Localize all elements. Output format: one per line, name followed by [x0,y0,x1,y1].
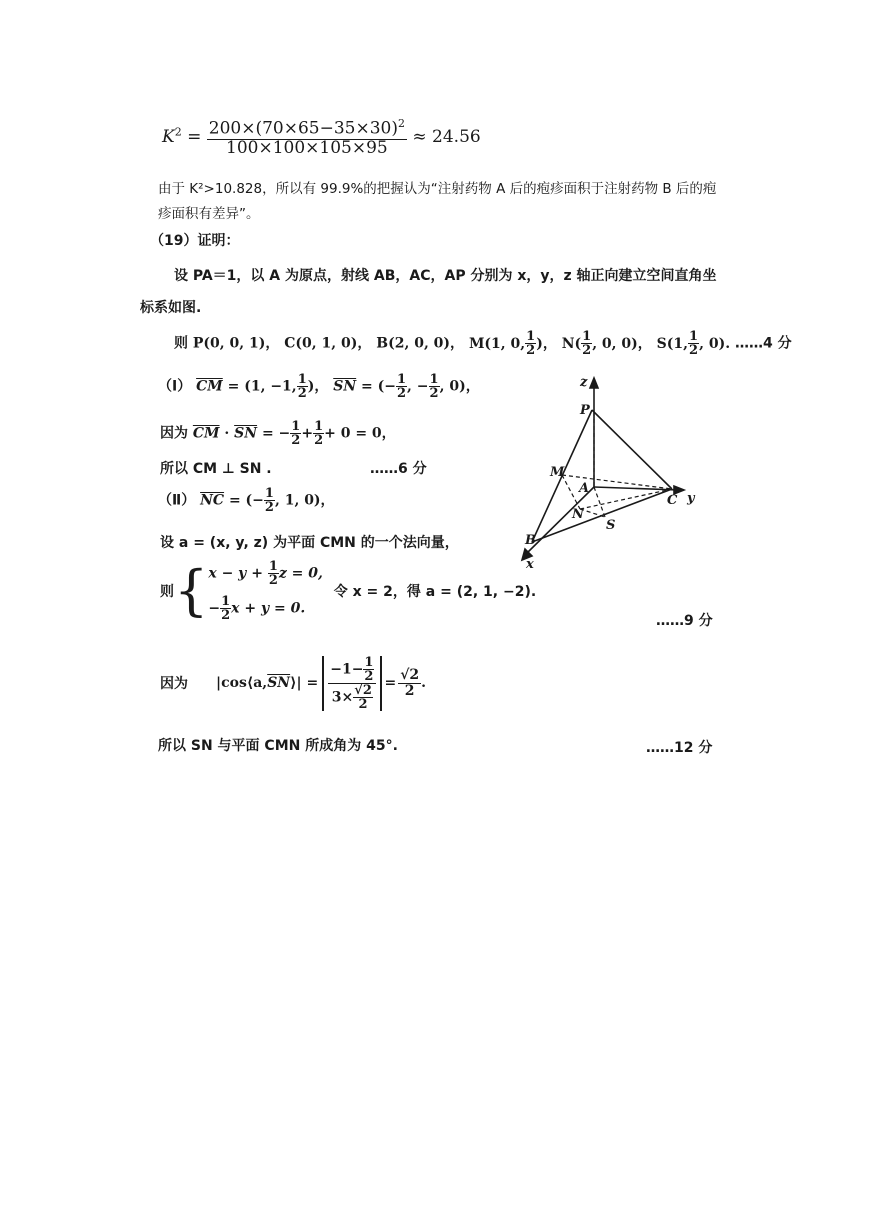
equations [208,560,323,622]
left-brace: { [174,559,209,622]
vec-SN-val-pre: = (− [361,378,396,395]
label-y: y [687,491,695,506]
half-num: 1 [582,329,592,344]
half-num: 1 [314,419,324,434]
half-den: 2 [526,343,536,358]
part2-label: （Ⅱ） [158,492,196,509]
half-den: 2 [291,433,301,448]
half-num: 1 [221,594,231,609]
half-num: 1 [429,372,439,387]
part1-label: （Ⅰ） [158,378,192,395]
coord-M-post: )， [536,335,557,352]
score-9: ……9 分 [656,613,713,629]
half-den: 2 [221,608,231,623]
label-M: M [550,465,565,480]
half-num: 1 [689,329,699,344]
half-num: 1 [268,559,278,574]
sys-prefix: 则 [160,584,174,600]
k2-lhs: K [162,127,175,148]
coord-M [468,329,557,358]
because-label: 因为 [160,676,188,692]
cos-frac-den [328,684,376,711]
dot-expr-mid: + [301,425,314,442]
coord-P: P(0, 0, 1)， [192,335,280,352]
vec-SN-frac-1 [396,373,407,400]
half-den: 2 [364,668,374,684]
q19-setup-line-1: 设 PA＝1，以 A 为原点，射线 AB，AC，AP 分别为 x，y，z 轴正向建立空间直角坐 [174,268,717,284]
vec-NC-frac [264,487,275,514]
sqrt2: √2 [354,682,372,698]
half-num: 1 [397,372,407,387]
half-den: 2 [268,573,278,588]
final-line: 所以 SN 与平面 CMN 所成角为 45°. [158,738,398,754]
cos-line: 因为 |cos⟨a, $\overline{SN}$ ⟩| = −1− $\frac{1}{2}$ 3× $\frac{√2}{2}$ = $\frac{√2}{2}$ . [160,654,427,712]
half-num: 1 [364,654,374,670]
k2-denominator: 100×100×105×95 [226,137,388,158]
k2-lhs-sup: 2 [174,125,182,139]
vec-SN-val-post: , 0)， [439,378,480,395]
score-12: ……12 分 [646,740,713,756]
cos-expr: |cos⟨a, [216,675,268,691]
half-den: 2 [358,696,368,712]
result-den: 2 [404,682,415,699]
inner-den-pre: 3× [331,689,354,705]
vec-CM-val-pre: = (1, −1, [227,378,297,395]
eq2-frac [220,595,231,622]
half-den: 2 [689,343,699,358]
half-den: 2 [397,386,407,401]
cos-vec-SN: $\overline{SN}$ [267,675,291,691]
eq1-post: z = 0, [278,565,323,582]
y-axis [594,487,678,490]
inner-num: −1− [330,661,364,677]
k2-fraction [207,118,407,157]
coord-S-frac [688,330,699,357]
half-num: 1 [291,419,301,434]
coord-N-post: , 0, 0)， [592,335,652,352]
dot-SN: $\overline{SN}$ [234,425,258,442]
edge-AS [594,487,605,517]
label-A: A [579,481,590,496]
q19-header: （19）证明： [150,233,240,249]
score-6: ……6 分 [370,461,427,477]
result-frac [398,668,421,698]
k2-numerator: 200×(70×65−35×30) [208,118,398,139]
vec-NC: $\overline{NC}$ [200,492,225,509]
label-P: P [580,403,590,418]
coord-M-frac [525,330,536,357]
equation-2 [208,595,323,622]
conclusion-line-1: 由于 K²>10.828，所以有 99.9%的把握认为“注射药物 A 后的疱疹面积于注射药物 B 后的疱 [158,181,717,197]
label-S: S [606,518,616,533]
half-num: 1 [526,329,536,344]
coordinate-figure [510,372,710,572]
dot-product-line: 因为 $\overline{CM} \cdot \overline{SN}$ = − $\frac{1}{2}$ + $\frac{1}{2}$ + 0 = 0， [160,419,396,448]
eq2-post: x + y = 0. [231,600,306,617]
abs-value [322,656,382,711]
eq1-pre: x − y + [208,565,263,582]
coord-N [561,329,652,358]
inner-sqrt-frac [353,684,373,711]
coord-C: C(0, 1, 0)， [284,335,372,352]
equation-system [160,560,536,622]
dot-frac-2 [313,420,324,447]
cos-fraction [328,656,376,711]
result-tail: . [421,675,427,691]
k2-numerator-sup: 2 [397,117,405,130]
coord-B: B(2, 0, 0)， [376,335,465,352]
k2-equals: = [187,127,202,148]
coords-line [174,330,792,357]
cos-frac-num [328,656,376,684]
dot-expr-post: + 0 = 0， [324,425,396,442]
coord-N-frac [581,330,592,357]
half-den: 2 [582,343,592,358]
half-den: 2 [297,386,307,401]
vec-CM-frac [297,373,308,400]
k2-formula [162,118,481,157]
vec-NC-val-pre: = (− [228,492,264,509]
cos-close: ⟩| = [290,675,319,691]
perp-line: 所以 CM ⊥ SN . [160,461,272,477]
q19-setup-line-2: 标系如图. [140,300,202,316]
dot-CM: $\overline{CM}$ [192,425,220,442]
normal-vector-line: 设 a = (x, y, z) 为平面 CMN 的一个法向量， [160,535,459,551]
vec-CM: $\overline{CM}$ [196,378,223,395]
conclusion-line-2: 疹面积有差异”。 [158,206,260,222]
label-z: z [580,375,588,390]
dot-expr-pre: = − [261,425,291,442]
part1-vectors [158,373,480,400]
label-B: B [525,533,536,548]
vec-NC-val-post: , 1, 0)， [274,492,335,509]
half-num: 1 [297,372,307,387]
equation-1 [208,560,323,587]
edge-PC [592,410,672,489]
vec-SN-frac-2 [429,373,440,400]
dot-frac-1 [290,420,301,447]
result-num: √2 [400,666,420,683]
k2-result: ≈ 24.56 [412,127,481,148]
dot-prefix: 因为 [160,425,188,442]
eq1-frac [268,560,279,587]
vec-SN-val-mid: , − [407,378,429,395]
coord-S-pre: S(1, [656,335,689,352]
coord-S-post: , 0). [699,335,731,352]
label-C: C [667,493,678,508]
half-num: 1 [264,486,274,501]
vec-SN: $\overline{SN}$ [333,378,357,395]
half-den: 2 [314,433,324,448]
half-den: 2 [429,386,439,401]
part2-nc [158,487,335,514]
coord-N-pre: N( [561,335,582,352]
let-text: 令 x = 2，得 a = (2, 1, −2). [333,584,537,600]
label-N: N [572,507,584,522]
coord-M-pre: M(1, 0, [468,335,526,352]
coords-prefix: 则 [174,335,188,352]
coord-S [656,329,731,358]
score-4: ……4 分 [734,335,792,352]
inner-half [363,656,374,683]
label-x: x [526,557,534,572]
eq2-pre: − [208,600,221,617]
half-den: 2 [264,500,274,515]
z-arrow [590,378,598,388]
vec-CM-val-post: )， [307,378,329,395]
